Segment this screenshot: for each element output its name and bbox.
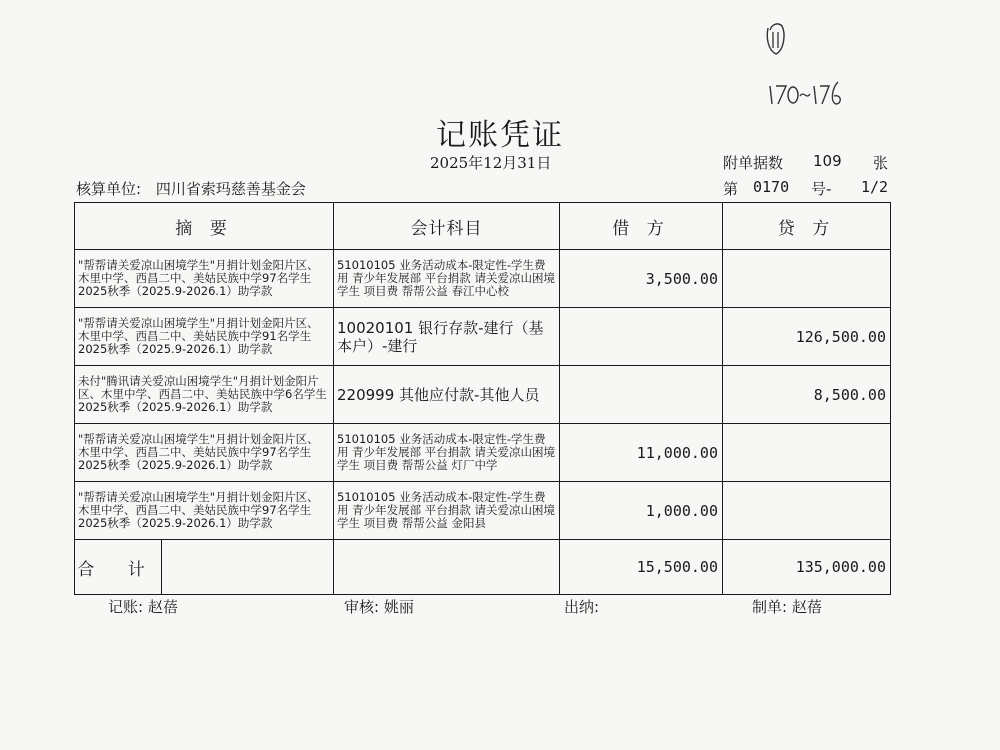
voucher-title: 记账凭证 [436,118,564,153]
attachment-count [723,152,889,173]
total-cell [75,540,334,595]
voucher-page-number: 1/2 [861,178,889,196]
row-account: 51010105 业务活动成本-限定性-学生费用 青少年发展部 平台捐款 请关爱凉山困境学生 项目费 帮帮公益 金阳县 [334,482,560,540]
row-account: 51010105 业务活动成本-限定性-学生费用 青少年发展部 平台捐款 请关爱凉山困境学生 项目费 帮帮公益 春江中心校 [334,250,560,308]
reviewer-signature: 审核: 姚丽 [344,598,414,616]
row-account: 10020101 银行存款-建行（基本户）-建行 [334,308,560,366]
total-label: 合 计 [75,540,162,594]
voucher-date: 2025年12月31日 [430,154,552,172]
accounting-unit-label: 核算单位: [76,180,142,198]
header-credit: 贷 方 [723,203,891,250]
table-header-row [75,203,891,250]
voucher-number-value: 0170 [753,178,790,196]
total-debit: 15,500.00 [560,540,723,595]
total-row [75,540,891,595]
handwritten-page-range [766,78,844,110]
row-summary: 未付"腾讯请关爱凉山困境学生"月捐计划金阳片区、木里中学、西昌二中、美姑民族中学6名学生2025秋季（2025.9-2026.1）助学款 [75,366,334,424]
voucher-number [723,178,889,199]
row-account: 220999 其他应付款-其他人员 [334,366,560,424]
header-summary: 摘 要 [75,203,334,250]
table-row [75,308,891,366]
row-debit: 3,500.00 [560,250,723,308]
row-credit: 126,500.00 [723,308,891,366]
row-summary: "帮帮请关爱凉山困境学生"月捐计划金阳片区、木里中学、西昌二中、美姑民族中学91名学生2025秋季（2025.9-2026.1）助学款 [75,308,334,366]
row-debit: 1,000.00 [560,482,723,540]
accounting-unit [76,178,306,199]
row-credit [723,482,891,540]
row-debit: 11,000.00 [560,424,723,482]
row-summary: "帮帮请关爱凉山困境学生"月捐计划金阳片区、木里中学、西昌二中、美姑民族中学97名学生2025秋季（2025.9-2026.1）助学款 [75,424,334,482]
bookkeeper-signature: 记账: 赵蓓 [108,598,178,616]
attachment-unit: 张 [873,154,889,172]
voucher-table [74,202,891,595]
row-summary: "帮帮请关爱凉山困境学生"月捐计划金阳片区、木里中学、西昌二中、美姑民族中学97名学生2025秋季（2025.9-2026.1）助学款 [75,482,334,540]
voucher-number-suffix: 号- [811,180,832,198]
attachment-label: 附单据数 [723,154,784,172]
accounting-unit-name: 四川省索玛慈善基金会 [155,180,306,198]
row-credit [723,424,891,482]
table-row [75,424,891,482]
row-credit [723,250,891,308]
attachment-number: 109 [813,152,842,170]
voucher-number-prefix: 第 [723,180,739,198]
header-debit: 借 方 [560,203,723,250]
cashier-signature: 出纳: [564,598,600,616]
total-account-empty [334,540,560,595]
row-account: 51010105 业务活动成本-限定性-学生费用 青少年发展部 平台捐款 请关爱凉山困境学生 项目费 帮帮公益 灯厂中学 [334,424,560,482]
header-account: 会计科目 [334,203,560,250]
table-row [75,366,891,424]
table-row [75,250,891,308]
maker-signature: 制单: 赵蓓 [752,598,822,616]
row-debit [560,308,723,366]
total-credit: 135,000.00 [723,540,891,595]
row-credit: 8,500.00 [723,366,891,424]
handwritten-mark [762,20,790,60]
row-summary: "帮帮请关爱凉山困境学生"月捐计划金阳片区、木里中学、西昌二中、美姑民族中学97名学生2025秋季（2025.9-2026.1）助学款 [75,250,334,308]
row-debit [560,366,723,424]
table-row [75,482,891,540]
